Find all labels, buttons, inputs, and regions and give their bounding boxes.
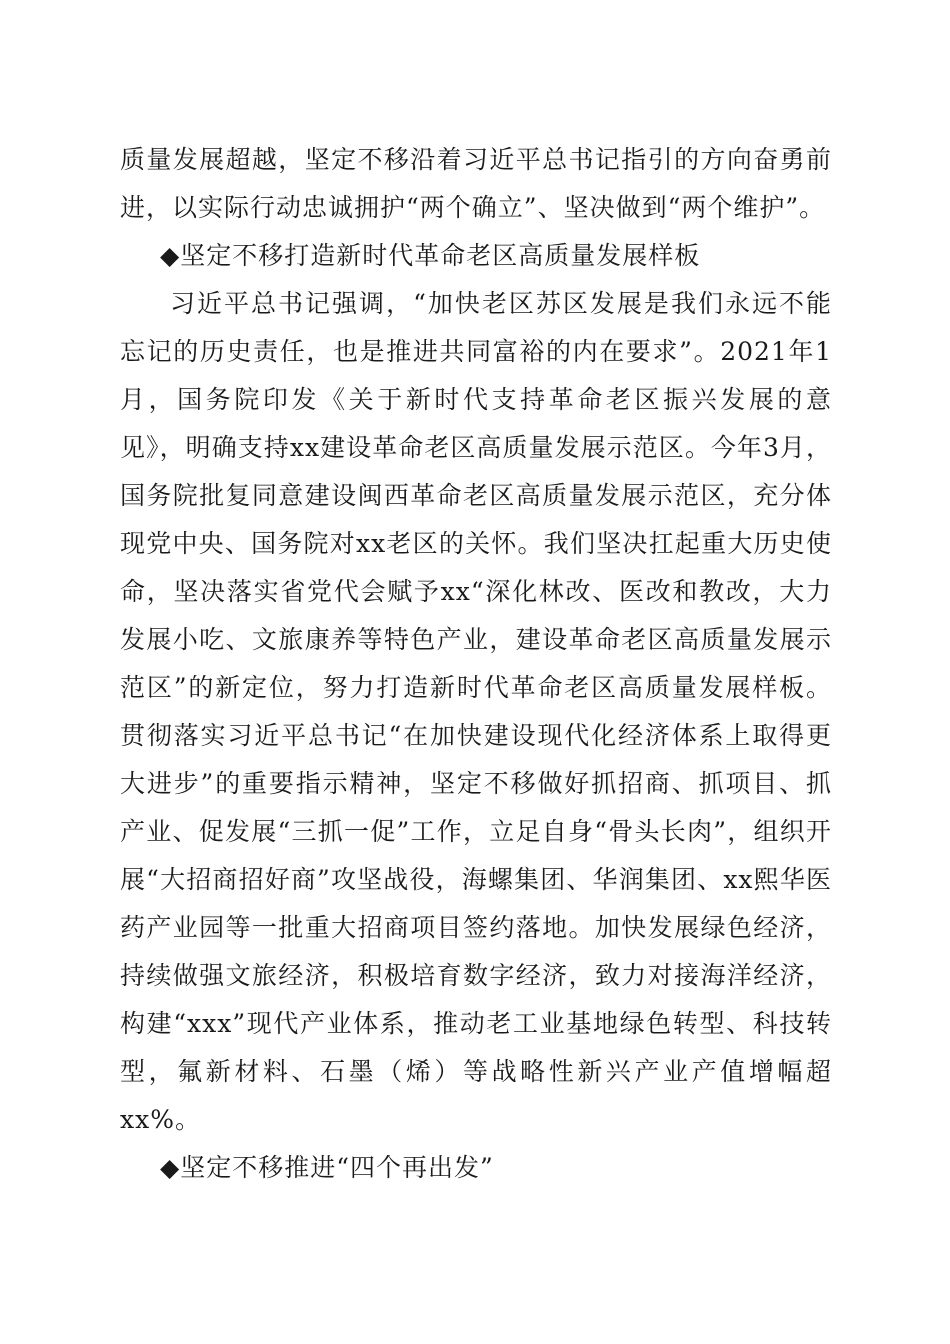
diamond-bullet-icon: ◆	[160, 1153, 181, 1182]
paragraph-body: 习近平总书记强调，“加快老区苏区发展是我们永远不能忘记的历史责任，也是推进共同富裕的内在要求”。2021年1月，国务院印发《关于新时代支持革命老区振兴发展的意见》，明确支持xx建设革命老区高质量发展示范区。今年3月，国务院批复同意建设闽西革命老区高质量发展示范区，充分体现党中央、国务院对xx老区的关怀。我们坚决扛起重大历史使命，坚决落实省党代会赋予xx“深化林改、医改和教改，大力发展小吃、文旅康养等特色产业，建设革命老区高质量发展示范区”的新定位，努力打造新时代革命老区高质量发展样板。贯彻落实习近平总书记“在加快建设现代化经济体系上取得更大进步”的重要指示精神，坚定不移做好抓招商、抓项目、抓产业、促发展“三抓一促”工作，立足自身“骨头长肉”，组织开展“大招商招好商”攻坚战役，海螺集团、华润集团、xx熙华医药产业园等一批重大招商项目签约落地。加快发展绿色经济，持续做强文旅经济，积极培育数字经济，致力对接海洋经济，构建“xxx”现代产业体系，推动老工业基地绿色转型、科技转型，氟新材料、石墨（烯）等战略性新兴产业产值增幅超xx%。	[120, 289, 832, 1134]
section-heading-text: 坚定不移推进“四个再出发”	[180, 1153, 494, 1182]
section-heading-revolutionary-base	[120, 232, 832, 280]
section-heading-text: 坚定不移打造新时代革命老区高质量发展样板	[180, 241, 701, 270]
section-heading-four-restarts	[120, 1144, 832, 1192]
document-body	[120, 136, 832, 1192]
diamond-bullet-icon: ◆	[160, 241, 181, 270]
paragraph-continuation: 质量发展超越，坚定不移沿着习近平总书记指引的方向奋勇前进，以实际行动忠诚拥护“两个确立”、坚决做到“两个维护”。	[120, 145, 832, 222]
